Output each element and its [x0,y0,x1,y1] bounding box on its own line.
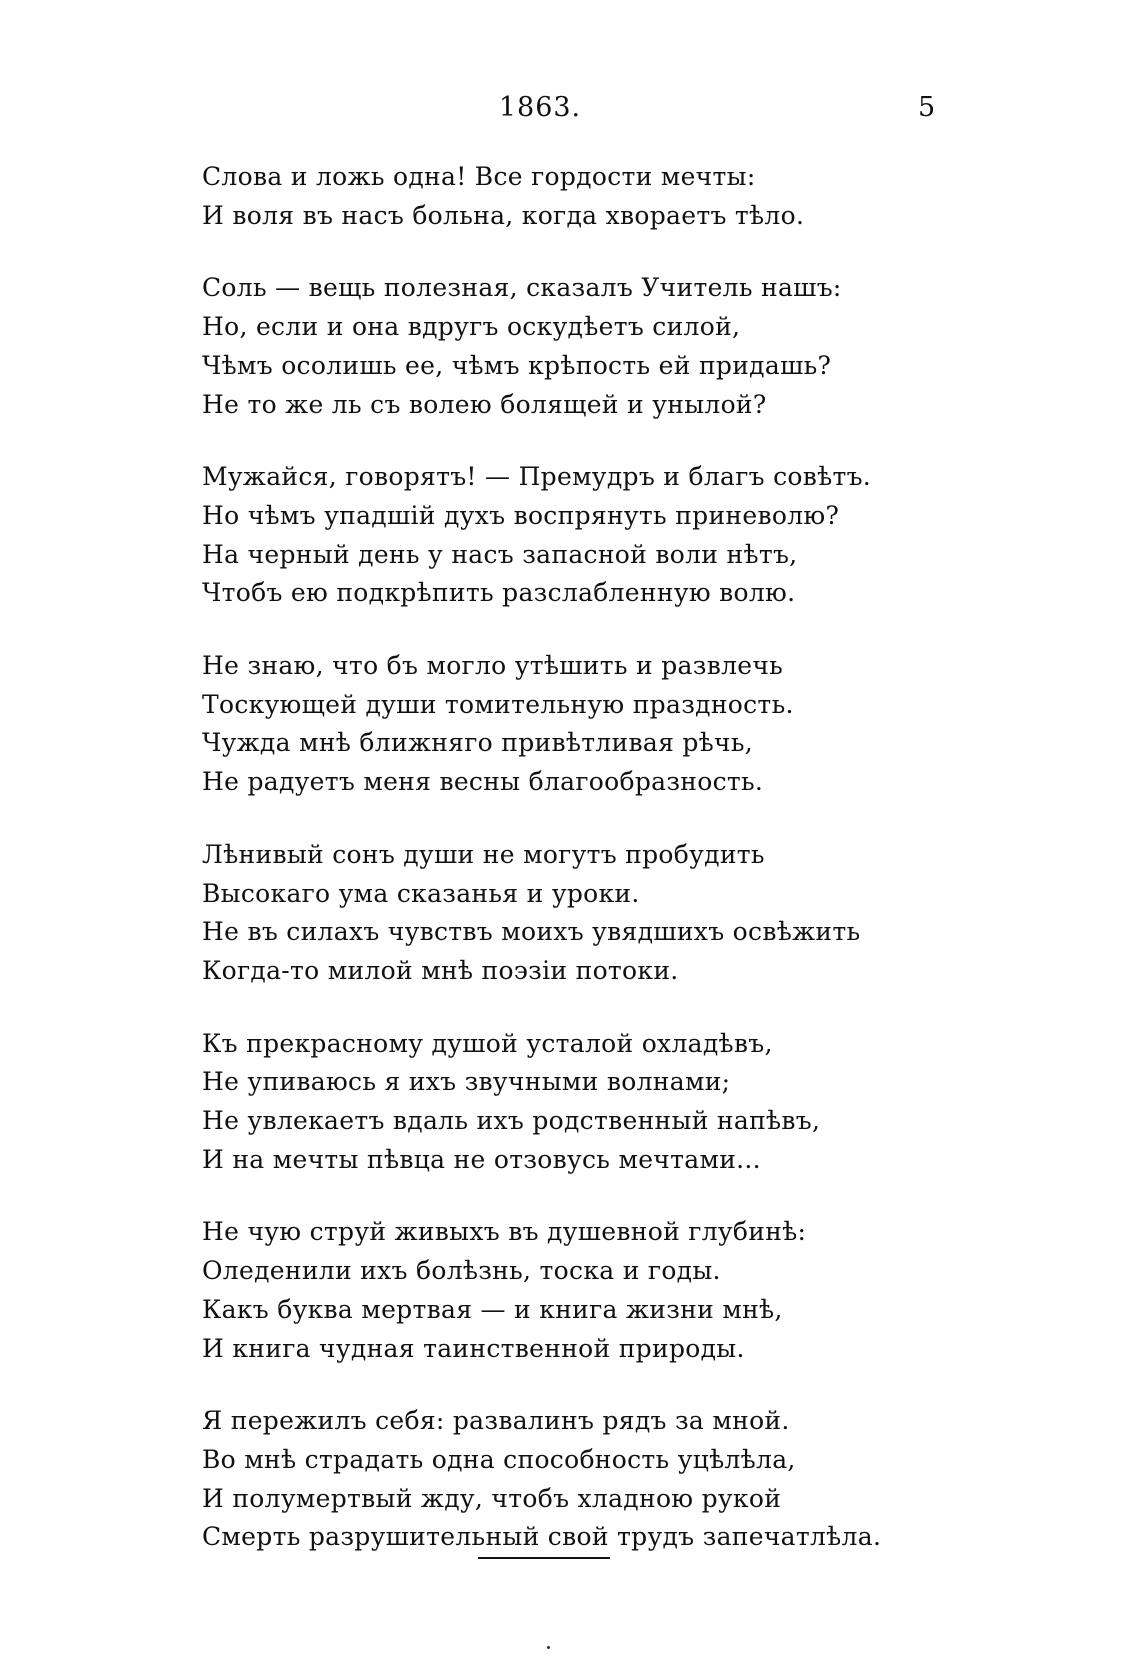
running-header-year: 1863. [498,92,582,123]
poem-line: Лѣнивый сонъ души не могутъ пробудить [202,839,765,869]
poem-line: Во мнѣ страдать одна способность уцѣлѣла, [202,1444,796,1474]
poem-line: Какъ буква мертвая — и книга жизни мнѣ, [202,1294,783,1324]
poem-line: И книга чудная таинственной природы. [202,1333,745,1363]
stanza [202,1025,902,1180]
poem-line: Соль — вещь полезная, сказалъ Учитель нашъ: [202,273,842,303]
poem-line: Не то же ль съ волею болящей и унылой? [202,389,767,419]
poem-line: Чѣмъ осолишь ее, чѣмъ крѣпость ей придашь? [202,350,832,380]
stanza [202,158,902,235]
poem-line: Высокаго ума сказанья и уроки. [202,878,640,908]
poem-line: И полумертвый жду, чтобъ хладною рукой [202,1483,782,1513]
end-of-poem-rule [478,1557,610,1559]
stanza [202,269,902,424]
poem-line: Не увлекаетъ вдаль ихъ родственный напѣвъ, [202,1106,821,1136]
poem-line: Но, если и она вдругъ оскудѣетъ силой, [202,312,741,342]
poem-line: Но чѣмъ упадшій духъ воспрянуть приневолю? [202,500,840,530]
poem-line: Не знаю, что бъ могло утѣшить и развлечь [202,651,784,681]
poem-line: И воля въ насъ больна, когда хвораетъ тѣло. [202,200,805,230]
print-speck [547,1646,550,1649]
page-number: 5 [918,92,936,123]
poem-line: Тоскующей души томительную праздность. [202,689,794,719]
poem-line: Когда-то милой мнѣ поэзіи потоки. [202,955,679,985]
poem-line: Мужайся, говорятъ! — Премудръ и благъ совѣтъ. [202,462,872,492]
poem-line: Не радуетъ меня весны благообразность. [202,767,764,797]
poem-line: Смерть разрушительный свой трудъ запечатлѣла. [202,1522,882,1552]
stanza [202,458,902,613]
poem-line: Оледенили ихъ болѣзнь, тоска и годы. [202,1256,721,1286]
stanza [202,1402,902,1557]
stanza [202,1213,902,1368]
poem-line: Слова и ложь одна! Все гордости мечты: [202,162,756,191]
stanza [202,647,902,802]
poem-line: Не въ силахъ чувствъ моихъ увядшихъ освѣжить [202,917,861,947]
poem-line: На черный день у насъ запасной воли нѣтъ, [202,539,798,569]
poem-line: Къ прекрасному душой усталой охладѣвъ, [202,1028,773,1058]
poem-line: Чужда мнѣ ближняго привѣтливая рѣчь, [202,728,754,758]
poem-body [202,158,902,1591]
stanza [202,836,902,991]
poem-line: И на мечты пѣвца не отзовусь мечтами... [202,1144,761,1174]
poem-line: Чтобъ ею подкрѣпить разслабленную волю. [202,578,796,608]
poem-line: Я пережилъ себя: развалинъ рядъ за мной. [202,1406,790,1436]
poem-line: Не чую струй живыхъ въ душевной глубинѣ: [202,1217,807,1247]
poem-line: Не упиваюсь я ихъ звучными волнами; [202,1067,731,1097]
